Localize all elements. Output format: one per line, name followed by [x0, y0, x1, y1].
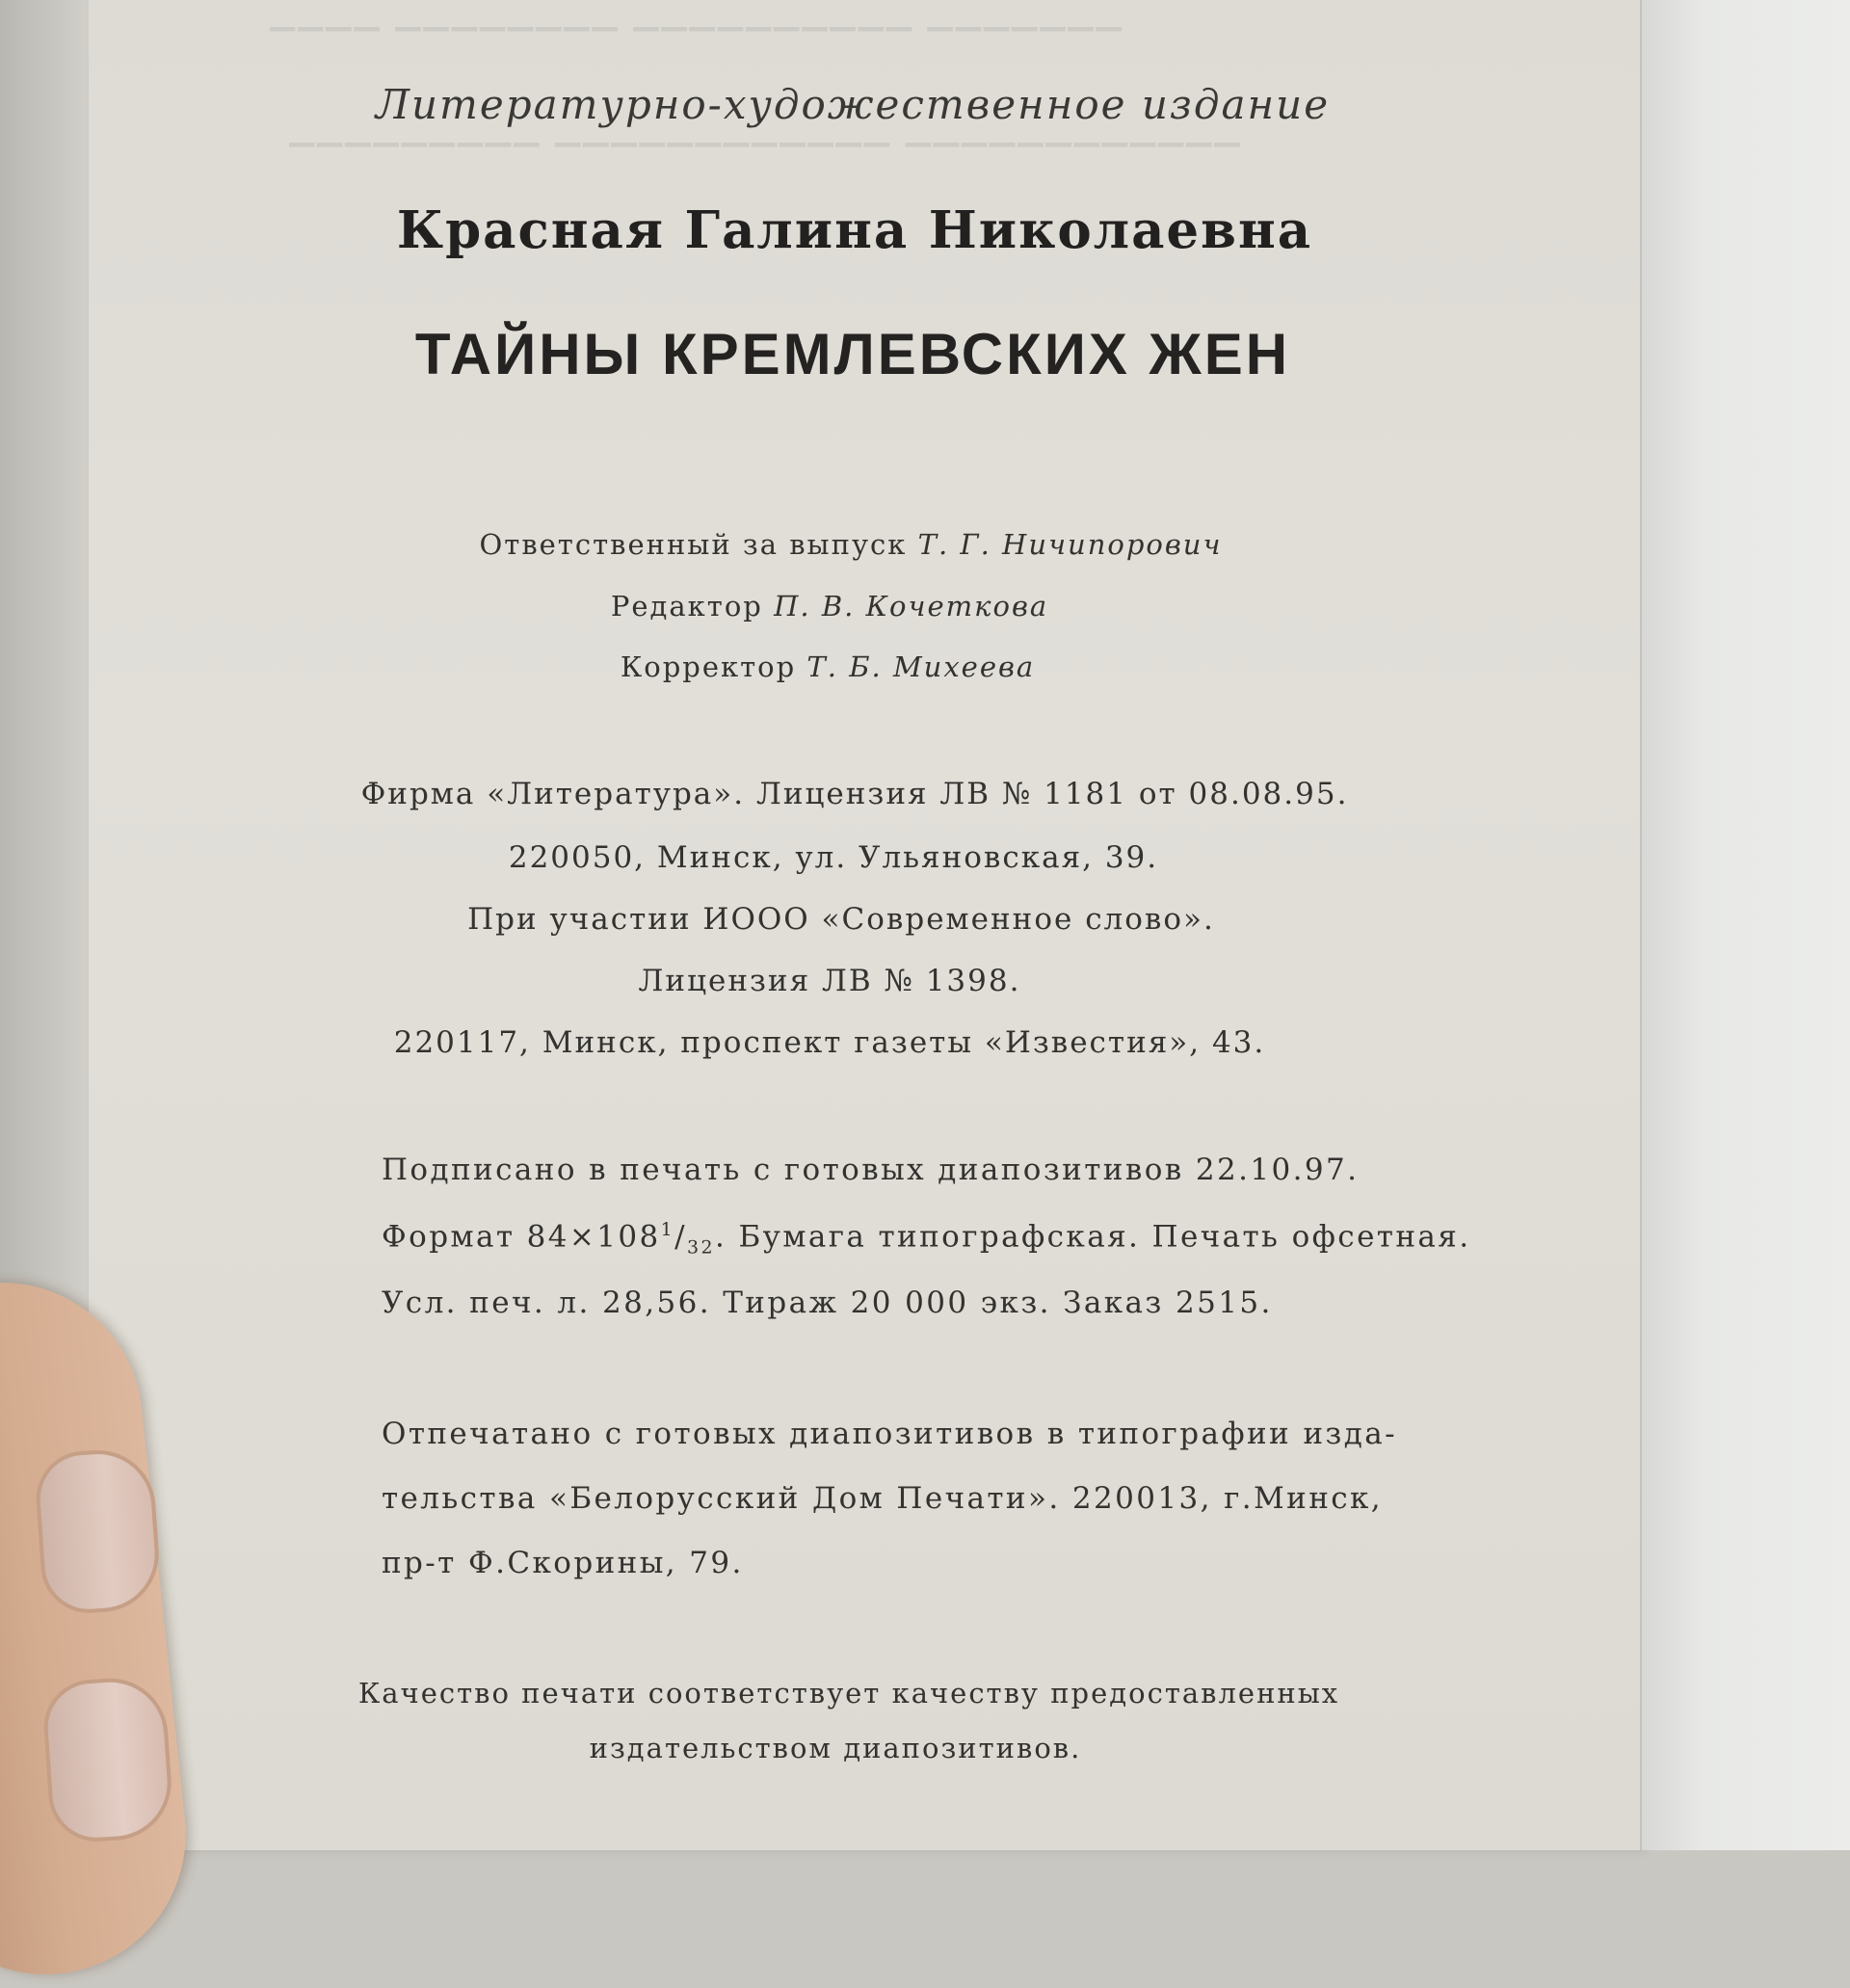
staff-role: Ответственный за выпуск — [479, 528, 908, 561]
publisher-line: 220050, Минск, ул. Ульяновская, 39. — [508, 840, 1159, 875]
staff-person: П. В. Кочеткова — [774, 590, 1049, 623]
staff-role: Корректор — [620, 650, 797, 683]
publisher-line: 220117, Минск, проспект газеты «Известия», 43. — [393, 1025, 1266, 1060]
publisher-line: Фирма «Литература». Лицензия ЛВ № 1181 от 08.08.95. — [360, 777, 1349, 811]
next-page-edge — [1640, 0, 1850, 1850]
staff-person: Т. Б. Михеева — [806, 650, 1036, 683]
printed-by-line: Отпечатано с готовых диапозитивов в типографии изда- — [382, 1417, 1397, 1451]
print-run-line: Усл. печ. л. 28,56. Тираж 20 000 экз. Заказ 2515. — [382, 1286, 1273, 1320]
print-format-line — [382, 1219, 1471, 1259]
staff-role: Редактор — [610, 590, 763, 623]
printed-by-line: тельства «Белорусский Дом Печати». 220013, г.Минск, — [382, 1481, 1384, 1516]
thumbnail-lower — [40, 1675, 174, 1845]
staff-person: Т. Г. Ничипорович — [917, 528, 1223, 561]
format-sub: 32 — [687, 1236, 715, 1259]
book-title: ТАЙНЫ КРЕМЛЕВСКИХ ЖЕН — [414, 322, 1291, 386]
format-suffix: . Бумага типографская. Печать офсетная. — [714, 1219, 1471, 1255]
format-prefix: Формат 84×108 — [382, 1219, 661, 1255]
show-through-texture-2: ▔▔▔▔▔▔▔▔▔ ▔▔▔▔▔▔▔▔▔▔▔▔ ▔▔▔▔▔▔▔▔▔▔▔▔ — [289, 143, 1243, 181]
publisher-line: Лицензия ЛВ № 1398. — [638, 964, 1021, 998]
quality-note-line: Качество печати соответствует качеству предоставленных — [357, 1677, 1340, 1710]
thumbnail-upper — [33, 1446, 162, 1616]
format-sup: 1 — [660, 1219, 675, 1240]
staff-line-responsible — [75, 528, 1626, 561]
staff-line-editor — [54, 590, 1605, 623]
series-label: Литературно-художественное издание — [375, 81, 1331, 128]
author-name: Красная Галина Николаевна — [396, 200, 1313, 260]
publisher-line: При участии ИООО «Современное слово». — [467, 902, 1215, 937]
staff-line-proofreader — [52, 650, 1603, 683]
show-through-texture: ▔▔▔▔ ▔▔▔▔▔▔▔▔ ▔▔▔▔▔▔▔▔▔▔ ▔▔▔▔▔▔▔ — [270, 27, 1124, 66]
quality-note-line: издательством диапозитивов. — [589, 1732, 1082, 1764]
printed-by-line: пр-т Ф.Скорины, 79. — [382, 1546, 744, 1580]
format-slash: / — [674, 1219, 687, 1255]
print-signed-line: Подписано в печать с готовых диапозитивов 22.10.97. — [382, 1153, 1360, 1187]
